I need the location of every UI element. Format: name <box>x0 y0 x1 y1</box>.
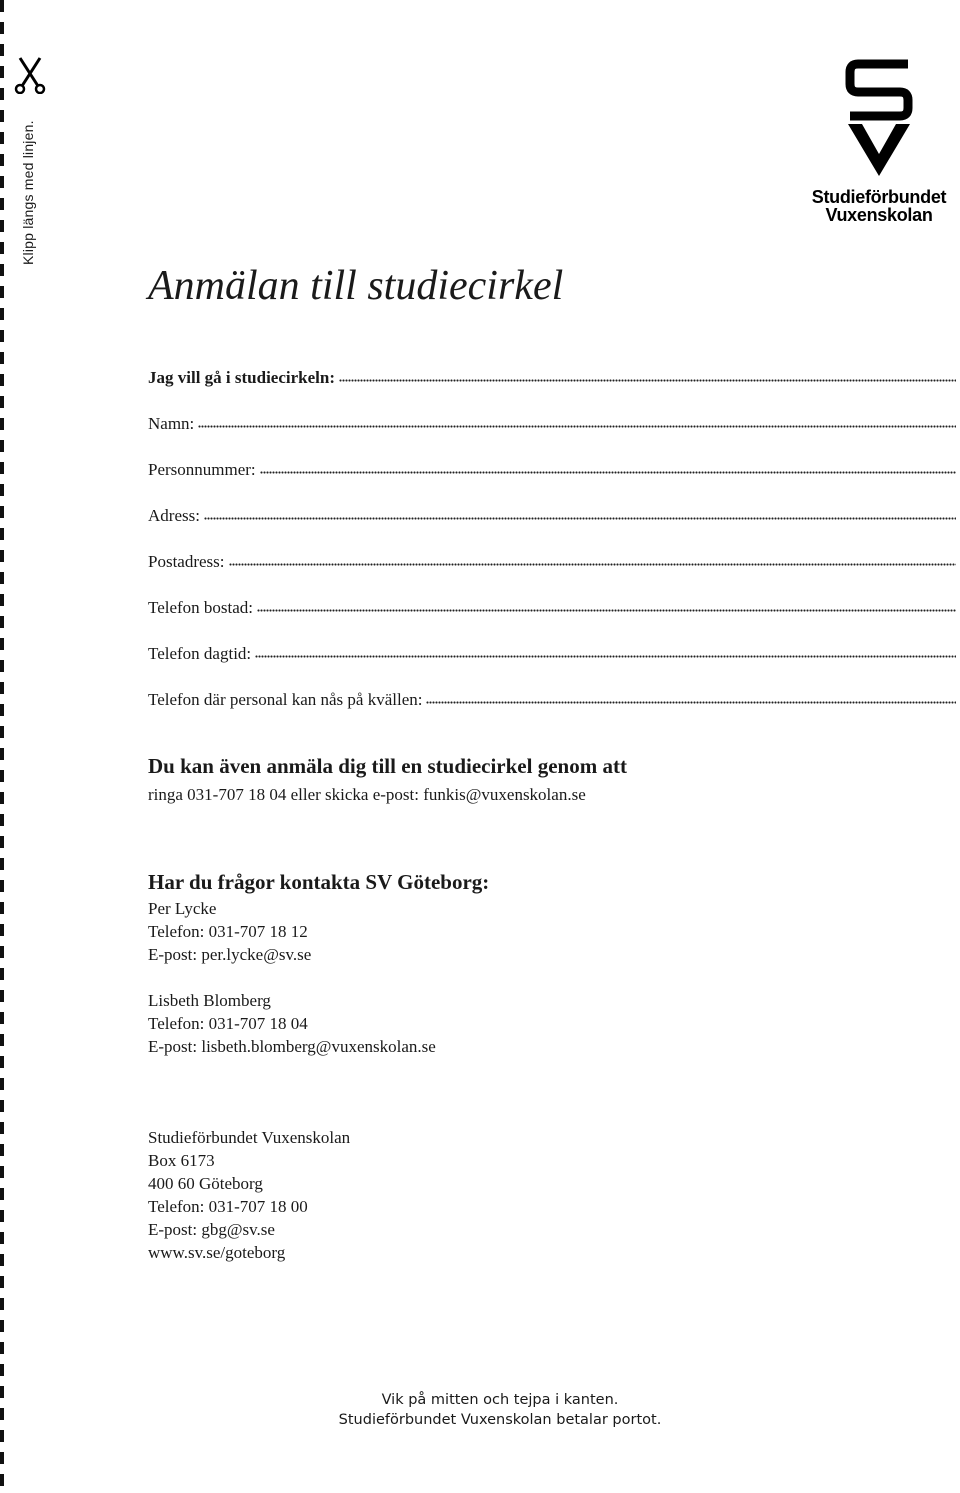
contact-name: Per Lycke <box>148 899 217 918</box>
field-label: Namn: <box>148 414 195 433</box>
field-address[interactable] <box>148 502 956 526</box>
dotted-input-line[interactable] <box>204 515 956 521</box>
field-label: Adress: <box>148 506 200 525</box>
field-personal-number[interactable] <box>148 456 956 480</box>
dotted-input-line[interactable] <box>257 607 956 613</box>
dotted-input-line[interactable] <box>260 469 956 475</box>
organization-address <box>148 1126 350 1264</box>
org-name: Studieförbundet Vuxenskolan <box>148 1128 351 1147</box>
page-title: Anmälan till studiecirkel <box>148 263 564 309</box>
org-box: Box 6173 <box>148 1151 215 1170</box>
dotted-input-line[interactable] <box>255 653 956 659</box>
org-city: 400 60 Göteborg <box>148 1174 263 1193</box>
contact-phone: Telefon: 031-707 18 12 <box>148 922 308 941</box>
dotted-input-line[interactable] <box>339 377 956 383</box>
field-label: Telefon dagtid: <box>148 644 252 663</box>
contact-name: Lisbeth Blomberg <box>148 991 271 1010</box>
cut-instruction: Klipp längs med linjen. <box>20 120 36 265</box>
org-website: www.sv.se/goteborg <box>148 1243 286 1262</box>
contact-email: E-post: per.lycke@sv.se <box>148 945 312 964</box>
contacts <box>148 870 489 1058</box>
signup-heading: Du kan även anmäla dig till en studiecirkel genom att <box>148 754 627 778</box>
fold-instructions <box>0 1390 960 1430</box>
scissors-icon <box>14 56 46 94</box>
field-label: Telefon bostad: <box>148 598 254 617</box>
field-study-circle[interactable] <box>148 364 956 388</box>
contact-person <box>148 989 489 1058</box>
dotted-input-line[interactable] <box>426 699 956 705</box>
contact-email: E-post: lisbeth.blomberg@vuxenskolan.se <box>148 1037 436 1056</box>
contacts-heading: Har du frågor kontakta SV Göteborg: <box>148 870 490 894</box>
org-email: E-post: gbg@sv.se <box>148 1220 275 1239</box>
signup-info <box>148 754 627 806</box>
sv-logo-mark <box>844 58 914 180</box>
field-name[interactable] <box>148 410 956 434</box>
field-label: Jag vill gå i studiecirkeln: <box>148 368 335 387</box>
cut-line <box>0 0 4 1493</box>
contact-person <box>148 897 489 966</box>
field-postal-address[interactable] <box>148 548 956 572</box>
sv-logo <box>796 58 960 228</box>
field-phone-home[interactable] <box>148 594 956 618</box>
field-phone-evening[interactable] <box>148 686 956 710</box>
fold-note-line-2: Studieförbundet Vuxenskolan betalar portot. <box>338 1412 662 1428</box>
dotted-input-line[interactable] <box>229 561 957 567</box>
dotted-input-line[interactable] <box>198 423 956 429</box>
field-label: Personnummer: <box>148 460 256 479</box>
logo-line-2: Vuxenskolan <box>825 205 933 225</box>
fold-note-line-1: Vik på mitten och tejpa i kanten. <box>381 1392 619 1408</box>
field-label: Postadress: <box>148 552 225 571</box>
field-label: Telefon där personal kan nås på kvällen: <box>148 690 423 709</box>
field-phone-daytime[interactable] <box>148 640 956 664</box>
logo-line-1: Studieförbundet <box>811 187 947 207</box>
signup-text: ringa 031-707 18 04 eller skicka e-post: funkis@vuxenskolan.se <box>148 785 586 804</box>
logo-wordmark <box>796 188 960 224</box>
org-phone: Telefon: 031-707 18 00 <box>148 1197 308 1216</box>
contact-phone: Telefon: 031-707 18 04 <box>148 1014 308 1033</box>
